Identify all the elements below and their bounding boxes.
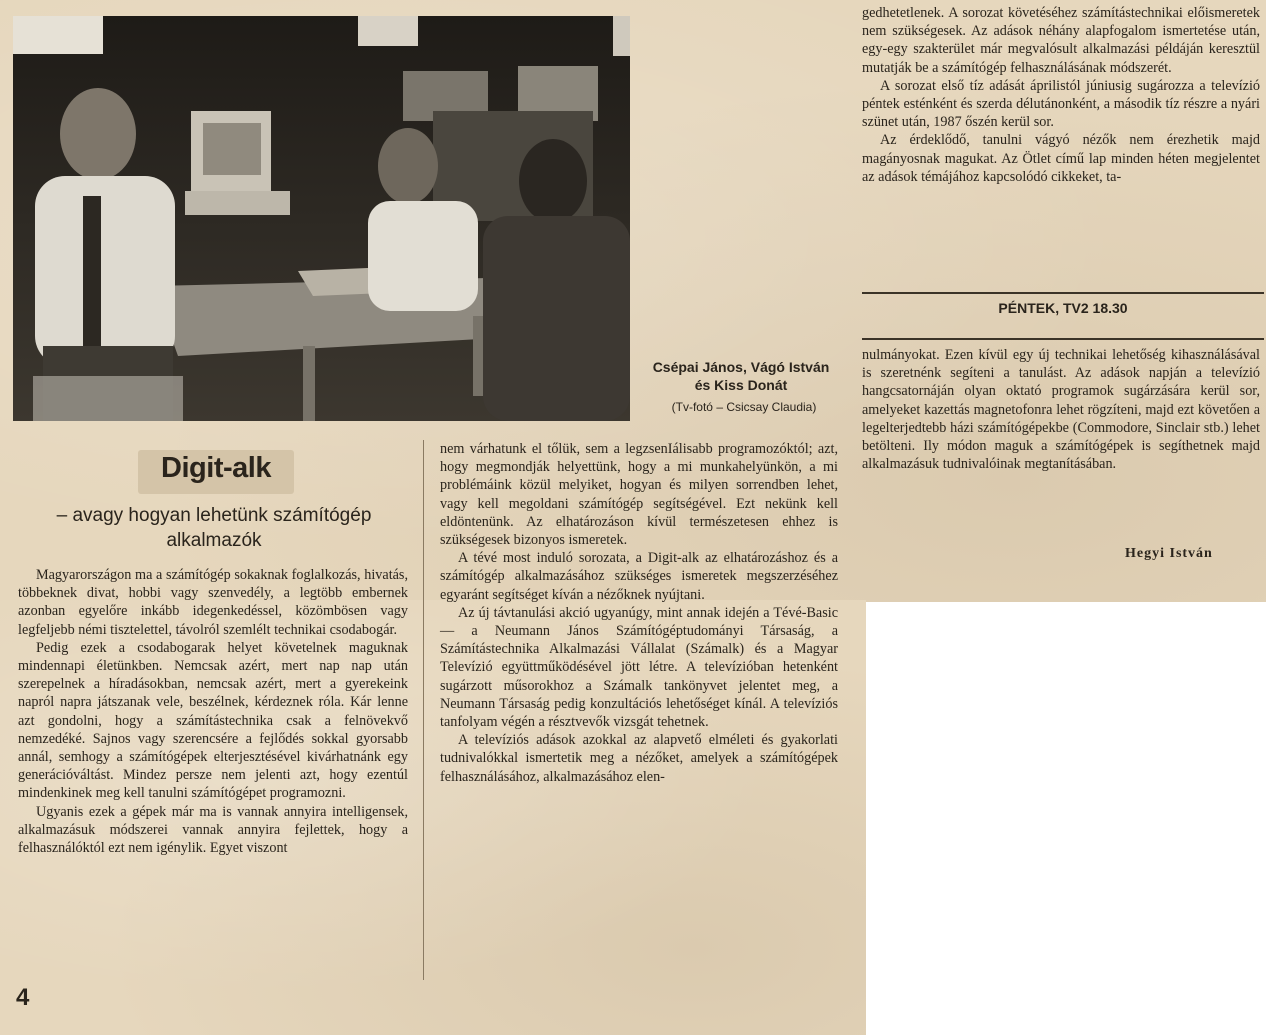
- paragraph: A sorozat első tíz adását áprilistól júniusig sugározza a televízió péntek esténként és szerda délutánonként, a második tíz részre a nyári szünet után, 1987 őszén kerül sor.: [862, 77, 1260, 131]
- paragraph: Az új távtanulási akció ugyanúgy, mint annak idején a Tévé-Basic — a Neumann János Számítógéptudományi Társaság, a Számítástechnika Alkalmazási Vállalat (Számalk) és a Magyar Televízió együttműködésével jött létre. A televízióban hetenként sugárzott műsorokhoz a Számalk tankönyvet jelentet meg, a Neumann Társaság pedig konzultációs lehetőséget kínál. A televíziós tanfolyam végén a résztvevők vizsgát tehetnek.: [440, 604, 838, 731]
- article-column-3-bottom: [862, 346, 1260, 473]
- photo-caption: Csépai János, Vágó István és Kiss Donát: [652, 359, 830, 393]
- banner-rule-bottom: [862, 338, 1264, 340]
- paragraph: A televíziós adások azokkal az alapvető elméleti és gyakorlati tudnivalókkal ismertetik meg a nézőket, amelyek a számítógépek felhasználásához, alkalmazásához elen-: [440, 732, 838, 785]
- column-divider: [423, 440, 424, 980]
- paragraph: A tévé most induló sorozata, a Digit-alk az elhatározáshoz és a számítógép alkalmazásához szükséges ismeretek megszerzéséhez egyaránt segítséget kíván a nézőknek nyújtani.: [440, 550, 838, 603]
- article-column-2: [440, 440, 838, 786]
- page-number: 4: [16, 984, 30, 1011]
- paragraph: Magyarországon ma a számítógép sokaknak foglalkozás, hivatás, többeknek divat, hobbi vagy szenvedély, a legtöbb embernek azonban egyelőre inkább idegenkedéssel, közömbösen vagy legfeljebb némi tisztelettel, távolról szemlélt technikai csodabogár.: [18, 567, 408, 638]
- author-signature: Hegyi István: [1125, 546, 1213, 561]
- article-column-1: [18, 566, 408, 857]
- paragraph: Ugyanis ezek a gépek már ma is vannak annyira intelligensek, alkalmazásuk módszerei vannak annyira fejlettek, hogy a felhasználóktól ezt nem igénylik. Egyet viszont: [18, 803, 408, 857]
- article-subtitle: – avagy hogyan lehetünk számítógép alkalmazók: [56, 505, 372, 551]
- article-title: Digit-alk: [161, 452, 271, 484]
- paragraph: Pedig ezek a csodabogarak helyet követelnek maguknak mindennapi életünkben. Nemcsak azért, mert nap nap után szerepelnek a híradásokban, nemcsak azért, mert a gyerekeink napról napra játszanak vele, beszélnek, kérdeznek róla. Kár lenne azt gondolni, hogy a számítástechnika csak a felnövekvő nemzedéké. Sajnos vagy szerencsére a fejlődés sokkal gyorsabb annál, semhogy a számítógépek elterjesztésével kivárhatnánk egy generációváltást. Mindez persze nem jelenti azt, hogy ezentúl mindenkinek meg kell tanulni számítógépet programozni.: [18, 639, 408, 802]
- paragraph: gedhetetlenek. A sorozat követéséhez számítástechnikai előismeretek nem szükségesek. Az adások néhány alapfogalom ismertetése után, egy-egy szakterület már megvalósult alkalmazási példáján keresztül mutatják be a számítógép felhasználásának módszerét.: [862, 5, 1260, 76]
- banner-rule-top: [862, 292, 1264, 294]
- paragraph: nem várhatunk el tőlük, sem a legzsenIálisabb programozóktól; azt, hogy megmondják helyettünk, hogy a mi munkahelyünkön, a mi problémáink közül melyiket, hogyan és milyen sorrendben lehet, vagy kell megoldani számítógép segítségével. Ezt nekünk kell eldöntenünk. Az elhatározáson kívül természetesen ehhez is szükségesek bizonyos ismeretek.: [440, 441, 838, 549]
- article-photo: [13, 16, 630, 421]
- article-column-3-top: [862, 4, 1260, 186]
- paragraph: Az érdeklődő, tanulni vágyó nézők nem érezhetik majd magányosnak magukat. Az Ötlet című lap minden héten megjelentet az adások témájához kapcsolódó cikkeket, ta-: [862, 132, 1260, 185]
- paragraph: nulmányokat. Ezen kívül egy új technikai lehetőség kihasználásával is szeretnénk segíteni a tanulást. Az adások napján a televízió hangcsatornáján olyan oktató programok sugárzására kerül sor, amelyeket kazettás magnetofonra lehet rögzíteni, majd ezt követően a legelterjedtebb házi számítógépekbe (Commodore, Sinclair stb.) lehet betölteni. Ily módon maguk a számítógépek is segíthetnek majd alkalmazásuk tudnivalóinak megtanításában.: [862, 347, 1260, 473]
- photo-credit: (Tv-fotó – Csicsay Claudia): [671, 400, 817, 414]
- broadcast-banner: PÉNTEK, TV2 18.30: [998, 300, 1128, 316]
